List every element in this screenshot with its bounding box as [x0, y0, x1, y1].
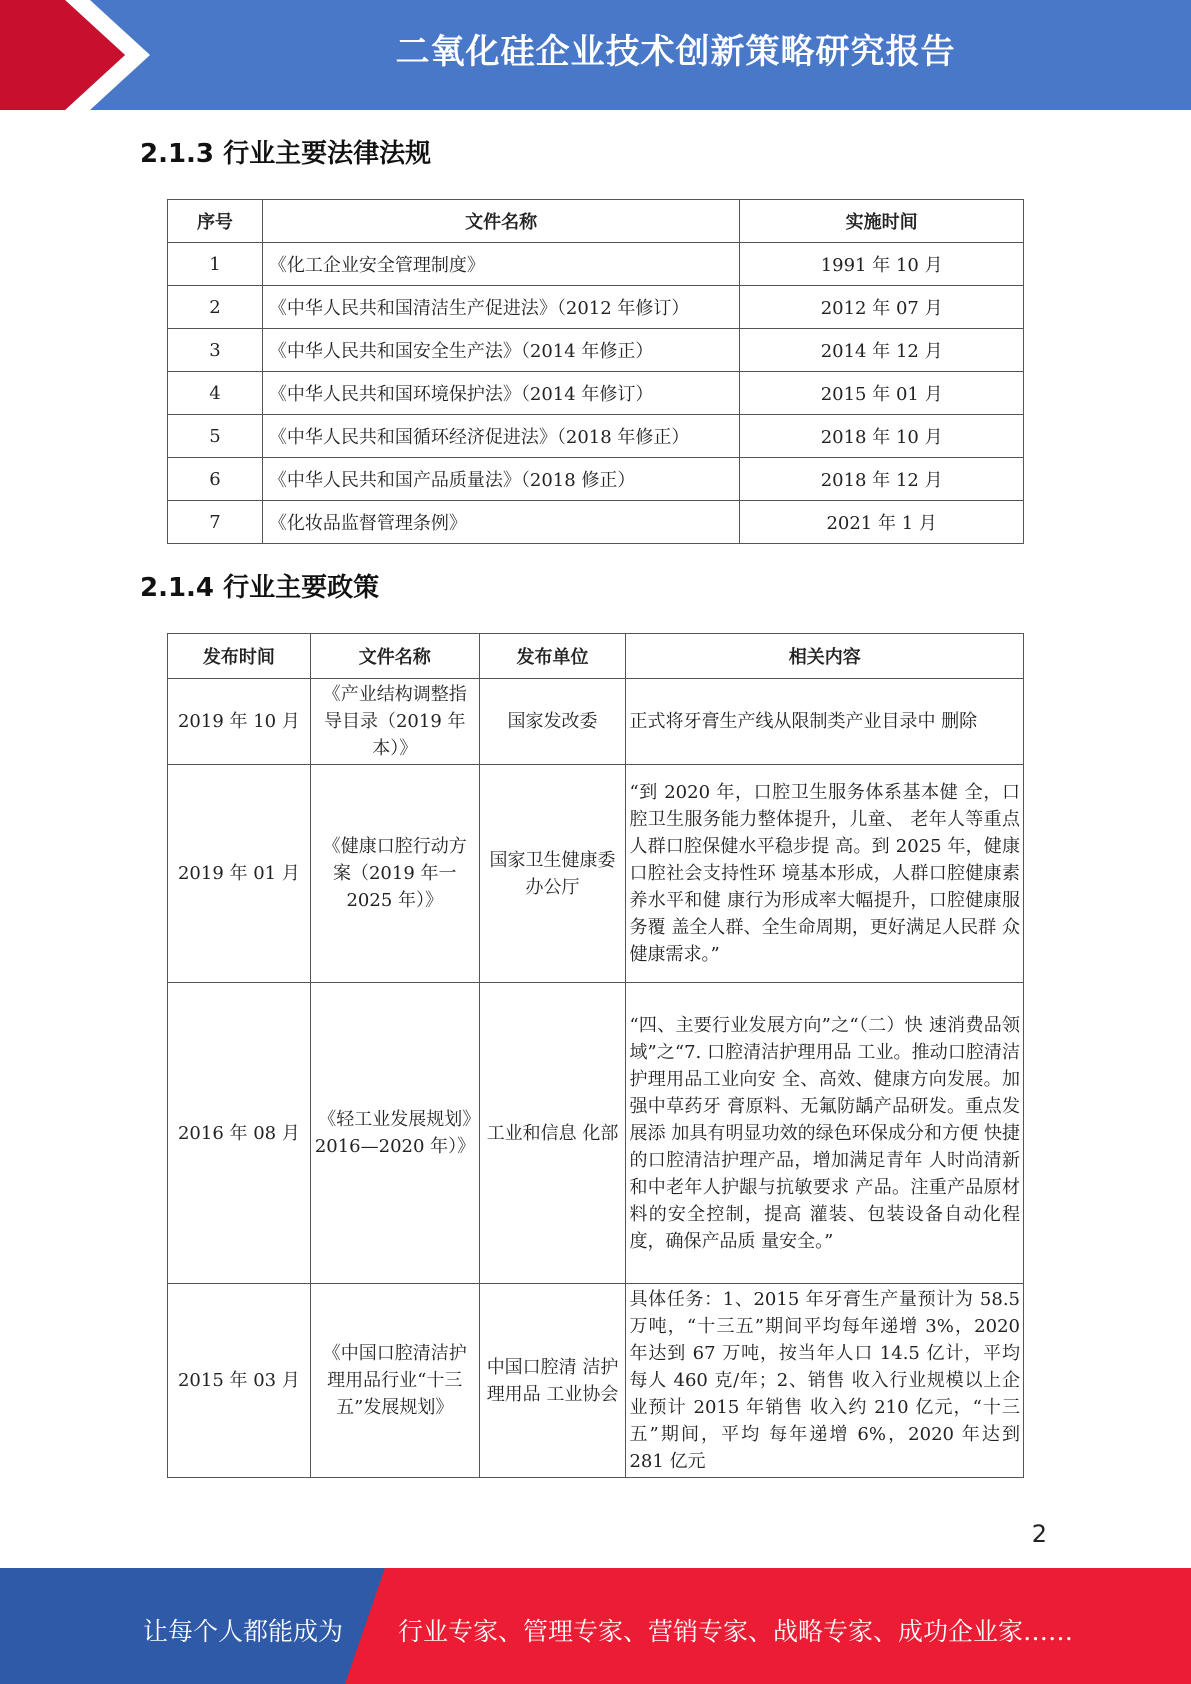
col-header-document-name: 文件名称	[262, 200, 739, 243]
table-row	[168, 983, 1024, 1284]
header-red-arrow-decoration	[0, 0, 130, 110]
table-row	[168, 415, 1024, 458]
cell-document-name: 《中华人民共和国产品质量法》（2018 修正）	[262, 458, 739, 501]
col-header-publish-date: 发布时间	[168, 634, 311, 679]
cell-document-name: 《健康口腔行动方案（2019 年一 2025 年）》	[310, 765, 479, 983]
cell-issuer: 国家发改委	[479, 679, 626, 765]
cell-content: 具体任务：1、2015 年牙膏生产量预计为 58.5 万吨，“十三五”期间平均每年递增 3%，2020 年达到 67 万吨，按当年人口 14.5 亿计，平均每人 460 克/年；2、销售 收入行业规模以上企业预计 2015 年销售 收入约 210 亿元，“十三五”期间，平均 每年递增 6%，2020 年达到 281 亿元	[626, 1284, 1024, 1478]
table-row	[168, 458, 1024, 501]
col-header-document-name: 文件名称	[310, 634, 479, 679]
table-row	[168, 372, 1024, 415]
table-row	[168, 501, 1024, 544]
table-row	[168, 679, 1024, 765]
cell-effective-date: 2012 年 07 月	[740, 286, 1024, 329]
report-title: 二氧化硅企业技术创新策略研究报告	[395, 32, 956, 72]
page-footer	[0, 1568, 1191, 1684]
cell-index: 4	[168, 372, 263, 415]
col-header-issuer: 发布单位	[479, 634, 626, 679]
laws-section-heading: 2.1.3 行业主要法律法规	[140, 139, 432, 169]
laws-table-header-row	[168, 200, 1024, 243]
cell-issuer: 中国口腔清 洁护理用品 工业协会	[479, 1284, 626, 1478]
policy-table	[167, 633, 1024, 1478]
cell-document-name: 《中华人民共和国清洁生产促进法》（2012 年修订）	[262, 286, 739, 329]
cell-content: “四、主要行业发展方向”之“（二）快 速消费品领域”之“7. 口腔清洁护理用品 工业。推动口腔清洁护理用品工业向安 全、高效、健康方向发展。加强中草药牙 膏原料、无氟防龋产品研发。重点发展添 加具有明显功效的绿色环保成分和方便 快捷的口腔清洁护理产品，增加满足青年 人时尚清新和中老年人护龈与抗敏要求 产品。注重产品原材料的安全控制，提高 灌装、包装设备自动化程度，确保产品质 量安全。”	[626, 983, 1024, 1284]
cell-document-name: 《化工企业安全管理制度》	[262, 243, 739, 286]
col-header-content: 相关内容	[626, 634, 1024, 679]
page-number: 2	[1031, 1520, 1047, 1548]
cell-document-name: 《化妆品监督管理条例》	[262, 501, 739, 544]
cell-content: “到 2020 年，口腔卫生服务体系基本健 全，口腔卫生服务能力整体提升，儿童、 老年人等重点人群口腔保健水平稳步提 高。到 2025 年，健康口腔社会支持性环 境基本形成，人群口腔健康素养水平和健 康行为形成率大幅提升，口腔健康服务覆 盖全人群、全生命周期，更好满足人民群 众健康需求。”	[626, 765, 1024, 983]
page-header	[0, 0, 1191, 110]
cell-index: 5	[168, 415, 263, 458]
cell-publish-date: 2015 年 03 月	[168, 1284, 311, 1478]
cell-index: 3	[168, 329, 263, 372]
cell-effective-date: 2018 年 12 月	[740, 458, 1024, 501]
cell-document-name: 《轻工业发展规划》2016—2020 年）》	[310, 983, 479, 1284]
laws-table	[167, 199, 1024, 544]
col-header-index: 序号	[168, 200, 263, 243]
table-row	[168, 286, 1024, 329]
cell-document-name: 《产业结构调整指导目录（2019 年本）》	[310, 679, 479, 765]
cell-effective-date: 1991 年 10 月	[740, 243, 1024, 286]
cell-document-name: 《中华人民共和国环境保护法》（2014 年修订）	[262, 372, 739, 415]
cell-document-name: 《中华人民共和国安全生产法》（2014 年修正）	[262, 329, 739, 372]
cell-publish-date: 2019 年 01 月	[168, 765, 311, 983]
policy-table-header-row	[168, 634, 1024, 679]
cell-document-name: 《中国口腔清洁护理用品行业“十三五”发展规划》	[310, 1284, 479, 1478]
table-row	[168, 765, 1024, 983]
table-row	[168, 1284, 1024, 1478]
cell-publish-date: 2016 年 08 月	[168, 983, 311, 1284]
cell-index: 6	[168, 458, 263, 501]
table-row	[168, 243, 1024, 286]
cell-issuer: 国家卫生健康委办公厅	[479, 765, 626, 983]
cell-content: 正式将牙膏生产线从限制类产业目录中 删除	[626, 679, 1024, 765]
cell-effective-date: 2015 年 01 月	[740, 372, 1024, 415]
policies-section-heading: 2.1.4 行业主要政策	[140, 573, 380, 603]
cell-effective-date: 2018 年 10 月	[740, 415, 1024, 458]
cell-index: 2	[168, 286, 263, 329]
table-row	[168, 329, 1024, 372]
cell-index: 7	[168, 501, 263, 544]
footer-slogan-right: 行业专家、管理专家、营销专家、战略专家、成功企业家……	[398, 1617, 1074, 1646]
footer-slogan-left: 让每个人都能成为	[143, 1617, 344, 1646]
cell-effective-date: 2021 年 1 月	[740, 501, 1024, 544]
cell-effective-date: 2014 年 12 月	[740, 329, 1024, 372]
cell-index: 1	[168, 243, 263, 286]
cell-document-name: 《中华人民共和国循环经济促进法》（2018 年修正）	[262, 415, 739, 458]
cell-issuer: 工业和信息 化部	[479, 983, 626, 1284]
cell-publish-date: 2019 年 10 月	[168, 679, 311, 765]
col-header-effective-date: 实施时间	[740, 200, 1024, 243]
